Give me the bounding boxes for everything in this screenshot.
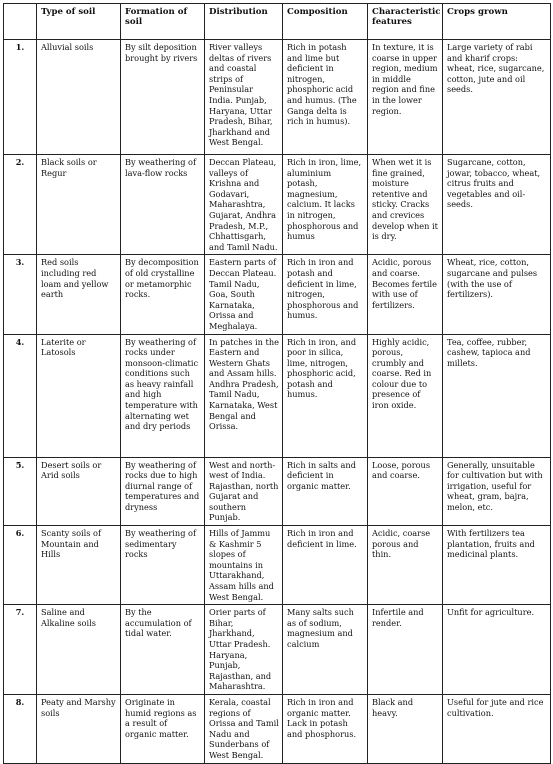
formation-cell: Originate in humid regions as a result of organic matter.	[121, 694, 205, 763]
composition-cell: Rich in salts and deficient in organic matter.	[283, 457, 368, 526]
header-features: Characteristic features	[368, 4, 443, 40]
features-cell: Acidic, porous and coarse. Becomes fertile with use of fertilizers.	[368, 255, 443, 334]
row-number: 6.	[4, 526, 37, 605]
table-row	[4, 457, 551, 526]
formation-cell: By weathering of rocks under monsoon-climatic conditions such as heavy rainfall and high temperature with alternating wet and dry periods	[121, 334, 205, 457]
row-number: 4.	[4, 334, 37, 457]
table-row	[4, 334, 551, 457]
crops-cell: Wheat, rice, cotton, sugarcane and pulses (with the use of fertilizers).	[443, 255, 551, 334]
features-cell: In texture, it is coarse in upper region, medium in middle region and fine in the lower region.	[368, 40, 443, 155]
composition-cell: Rich in iron and organic matter. Lack in potash and phosphorus.	[283, 694, 368, 763]
header-num	[4, 4, 37, 40]
crops-cell: Large variety of rabi and kharif crops: wheat, rice, sugarcane, cotton, jute and oil seeds.	[443, 40, 551, 155]
formation-cell: By the accumulation of tidal water.	[121, 605, 205, 695]
table-row	[4, 40, 551, 155]
soil-type-cell: Desert soils or Arid soils	[37, 457, 121, 526]
features-cell: Infertile and render.	[368, 605, 443, 695]
crops-cell: Generally, unsuitable for cultivation but with irrigation, useful for wheat, gram, bajra, melon, etc.	[443, 457, 551, 526]
row-number: 8.	[4, 694, 37, 763]
table-row	[4, 605, 551, 695]
composition-cell: Rich in iron and potash and deficient in lime, nitrogen, phosphorous and humus.	[283, 255, 368, 334]
row-number: 3.	[4, 255, 37, 334]
table-header-row	[4, 4, 551, 40]
header-type-of-soil: Type of soil	[37, 4, 121, 40]
soil-types-table	[3, 3, 551, 764]
header-composition: Composition	[283, 4, 368, 40]
distribution-cell: West and north-west of India. Rajasthan, north Gujarat and southern Punjab.	[205, 457, 283, 526]
formation-cell: By weathering of sedimentary rocks	[121, 526, 205, 605]
distribution-cell: Eastern parts of Deccan Plateau. Tamil Nadu, Goa, South Karnataka, Orissa and Meghalaya.	[205, 255, 283, 334]
crops-cell: Sugarcane, cotton, jowar, tobacco, wheat, citrus fruits and vegetables and oil-seeds.	[443, 155, 551, 255]
composition-cell: Rich in iron, lime, aluminium potash, magnesium, calcium. It lacks in nitrogen, phosphorous and humus	[283, 155, 368, 255]
features-cell: Black and heavy.	[368, 694, 443, 763]
formation-cell: By silt deposition brought by rivers	[121, 40, 205, 155]
distribution-cell: River valleys deltas of rivers and coastal strips of Peninsular India. Punjab, Haryana, Uttar Pradesh, Bihar, Jharkhand and West Bengal.	[205, 40, 283, 155]
crops-cell: With fertilizers tea plantation, fruits and medicinal plants.	[443, 526, 551, 605]
table-row	[4, 255, 551, 334]
header-distribution: Distribution	[205, 4, 283, 40]
features-cell: Highly acidic, porous, crumbly and coarse. Red in colour due to presence of iron oxide.	[368, 334, 443, 457]
features-cell: Loose, porous and coarse.	[368, 457, 443, 526]
formation-cell: By weathering of lava-flow rocks	[121, 155, 205, 255]
crops-cell: Useful for jute and rice cultivation.	[443, 694, 551, 763]
soil-type-cell: Peaty and Marshy soils	[37, 694, 121, 763]
formation-cell: By decomposition of old crystalline or metamorphic rocks.	[121, 255, 205, 334]
crops-cell: Tea, coffee, rubber, cashew, tapioca and millets.	[443, 334, 551, 457]
formation-cell: By weathering of rocks due to high diurnal range of temperatures and dryness	[121, 457, 205, 526]
soil-type-cell: Red soils including red loam and yellow earth	[37, 255, 121, 334]
row-number: 5.	[4, 457, 37, 526]
soil-type-cell: Laterite or Latosols	[37, 334, 121, 457]
soil-type-cell: Saline and Alkaline soils	[37, 605, 121, 695]
table-row	[4, 155, 551, 255]
distribution-cell: Hills of Jammu & Kashmir 5 slopes of mountains in Uttarakhand, Assam hills and West Bengal.	[205, 526, 283, 605]
table-row	[4, 526, 551, 605]
table-row	[4, 694, 551, 763]
distribution-cell: Orier parts of Bihar, Jharkhand, Uttar Pradesh. Haryana, Punjab, Rajasthan, and Maharashtra.	[205, 605, 283, 695]
distribution-cell: Kerala, coastal regions of Orissa and Tamil Nadu and Sunderbans of West Bengal.	[205, 694, 283, 763]
soil-type-cell: Alluvial soils	[37, 40, 121, 155]
composition-cell: Many salts such as of sodium, magnesium and calcium	[283, 605, 368, 695]
composition-cell: Rich in iron, and poor in silica, lime, nitrogen, phosphoric acid, potash and humus.	[283, 334, 368, 457]
crops-cell: Unfit for agriculture.	[443, 605, 551, 695]
composition-cell: Rich in potash and lime but deficient in nitrogen, phosphoric acid and humus. (The Ganga delta is rich in humus).	[283, 40, 368, 155]
soil-type-cell: Scanty soils of Mountain and Hills	[37, 526, 121, 605]
row-number: 7.	[4, 605, 37, 695]
header-formation: Formation of soil	[121, 4, 205, 40]
composition-cell: Rich in iron and deficient in lime.	[283, 526, 368, 605]
features-cell: Acidic, coarse porous and thin.	[368, 526, 443, 605]
distribution-cell: In patches in the Eastern and Western Ghats and Assam hills. Andhra Pradesh, Tamil Nadu, Karnataka, West Bengal and Orissa.	[205, 334, 283, 457]
soil-type-cell: Black soils or Regur	[37, 155, 121, 255]
header-crops: Crops grown	[443, 4, 551, 40]
distribution-cell: Deccan Plateau, valleys of Krishna and Godavari, Maharashtra, Gujarat, Andhra Pradesh, M.P., Chhattisgarh, and Tamil Nadu.	[205, 155, 283, 255]
row-number: 1.	[4, 40, 37, 155]
features-cell: When wet it is fine grained, moisture retentive and sticky. Cracks and crevices develop when it is dry.	[368, 155, 443, 255]
row-number: 2.	[4, 155, 37, 255]
